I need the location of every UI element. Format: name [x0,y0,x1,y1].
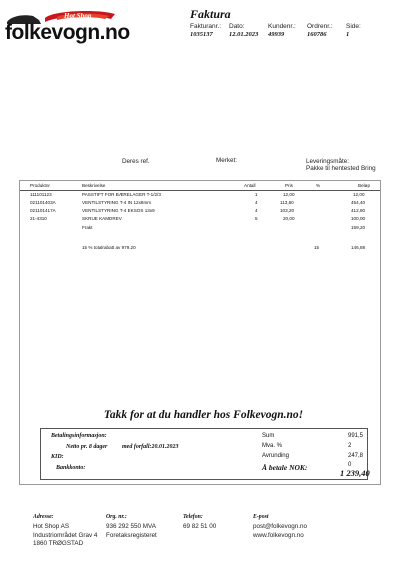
table-row [20,216,380,223]
document-title: Faktura [190,7,231,21]
rounding-label: Avrunding [262,453,289,459]
sum-label: Sum [262,433,275,439]
cell-quantity: 4 [255,200,258,205]
address-line: Hot Shop AS [33,523,70,530]
date-label: Dato: [229,23,245,30]
total-due-value: 1 239,40 [340,468,370,478]
sum-value: 991,5 [348,433,364,439]
thank-you-message: Takk for at du handler hos Folkevogn.no! [103,409,304,421]
kid-label: KID: [51,454,64,460]
order-number-value: 160786 [307,31,327,38]
col-header-description: Beskrivelse [82,183,106,188]
footer-org-label: Org. nr.: [106,514,127,520]
invoice-number-value: 1035137 [190,31,213,38]
col-header-percent: % [316,183,321,188]
total-due-overlap: 0 [348,462,352,468]
cell-price: 113,60 [280,200,294,205]
cell-quantity: 1 [255,192,258,197]
cell-quantity: 5 [255,216,258,221]
email-link[interactable]: post@folkevogn.no [253,523,308,530]
website-link[interactable]: www.folkevogn.no [253,531,304,539]
marked-label: Merket: [216,157,237,164]
cell-amount: 100,00 [351,216,366,221]
footer-email-label: E-post [253,514,269,520]
page-value: 1 [346,31,350,38]
discount-description: 15 % totalrabatt av 979.20 [82,245,136,250]
cell-price: 20,00 [283,216,295,221]
footer-contact-block [253,523,307,540]
col-header-product: Produktnr [30,183,50,188]
footer-phone-label: Telefon: [183,514,203,520]
rounding-value: 247,8 [348,453,364,459]
cell-product: 021101403A [30,200,56,205]
bank-account-label: Bankkonto: [56,465,86,471]
cell-description: VENTILSTYRING T-4 EKSOS 13x9 [82,208,155,213]
org-number: 936 292 550 MVA [106,523,156,530]
order-number-label: Ordrenr.: [307,23,333,30]
delivery-method-label: Leveringsmåte: [306,158,350,165]
cell-description: VENTILSTYRING T-4 IN 12x8mm [82,200,152,205]
payment-info-label: Betalingsinformasjon: [51,433,107,439]
logo-wordmark: folkevogn.no [5,21,130,44]
your-ref-label: Deres ref. [122,158,150,165]
col-header-price: Pris [285,183,293,188]
cell-description: SKRUE KAMDREV [82,216,122,221]
cell-amount: 454,40 [351,200,366,205]
table-header-divider [20,190,380,191]
invoice-number-label: Fakturanr.: [190,23,222,30]
col-header-amount: Beløp [358,183,371,188]
cell-description: PASSTIFT FOR BÆRELAGER T-1/2/3 [82,192,161,197]
table-row [20,200,380,207]
table-header [20,183,380,190]
table-row [20,208,380,215]
col-header-quantity: Antall [244,183,256,188]
footer-phone-value: 69 82 51 00 [183,523,217,530]
cell-description: Frakt [82,225,93,230]
customer-number-label: Kundenr.: [268,23,296,30]
due-date: med forfall:20.01.2023 [122,444,179,450]
discount-percent: 15 [314,245,320,250]
footer-address-label: Adresse: [33,514,54,520]
vat-value: 2 [348,443,352,449]
cell-product: 111101123 [30,192,52,197]
org-register: Foretaksregisteret [106,531,157,539]
address-line: Industriområdet Grav 4 [33,531,98,539]
cell-price: 103,20 [280,208,295,213]
page-label: Side: [346,23,361,30]
payment-terms: Netto pr. 8 dager [66,444,108,450]
delivery-method-value: Pakke til hentested Bring [306,165,376,172]
table-row [20,225,380,232]
footer-org-block [106,523,157,540]
discount-row [20,245,380,252]
address-line: 1860 TRØGSTAD [33,540,84,547]
discount-amount: 146,88 [351,245,366,250]
vat-label: Mva. % [262,443,283,449]
date-value: 12.01.2023 [229,31,259,38]
table-row [20,192,380,199]
cell-amount: 12,00 [353,192,365,197]
total-due-label: Å betale NOK: [262,463,308,472]
logo-badge: Hot Shop [64,12,92,20]
cell-amount: 159,20 [351,225,366,230]
cell-product: 21-4310 [30,216,47,221]
cell-amount: 412,80 [351,208,366,213]
footer-address-block [33,523,97,549]
cell-price: 12,00 [283,192,295,197]
cell-product: 021101417A [30,208,56,213]
table-body [20,192,380,252]
customer-number-value: 49939 [268,31,285,38]
cell-quantity: 4 [255,208,258,213]
